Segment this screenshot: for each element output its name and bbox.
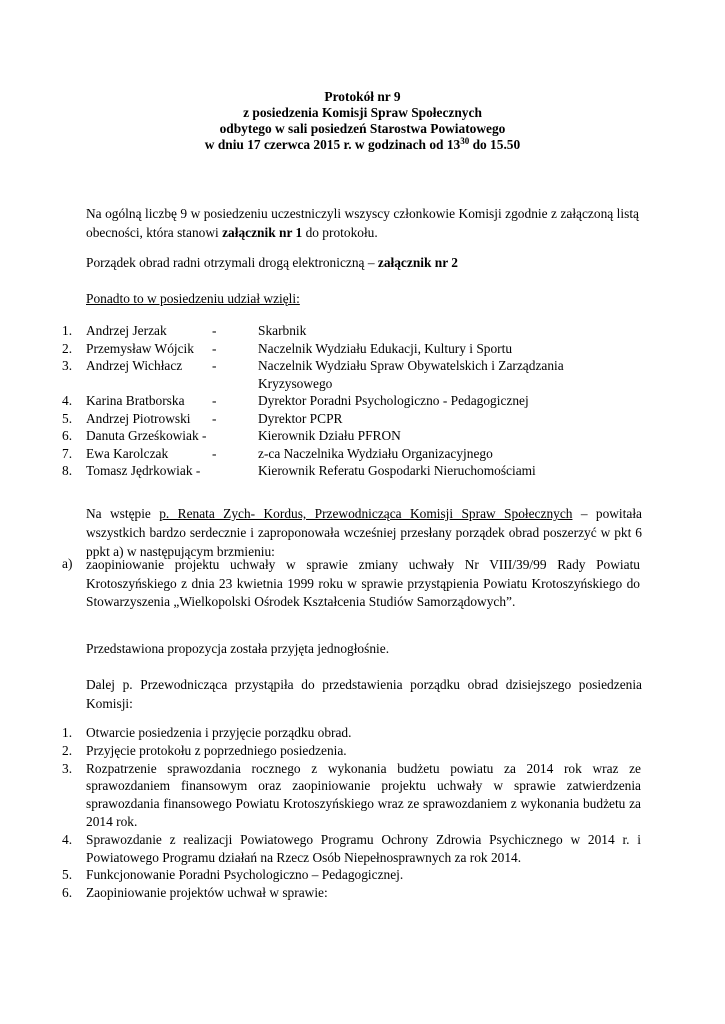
attendee-name: Karina Bratborska	[86, 393, 185, 408]
attendee-dash: -	[212, 393, 217, 408]
attendee-name: Andrzej Piotrowski	[86, 410, 191, 426]
attendance-end: do protokołu.	[302, 225, 378, 240]
agenda-intro: Dalej p. Przewodnicząca przystąpiła do przedstawienia porządku obrad dzisiejszego posiedzenia Komisji:	[86, 677, 642, 711]
attendee-name: Danuta Grześkowiak -	[86, 428, 207, 443]
title-time-superscript: 30	[460, 136, 470, 146]
attendee-name: Przemysław Wójcik	[86, 340, 194, 356]
agenda-delivery-text: Porządek obrad radni otrzymali drogą elektroniczną –	[86, 255, 378, 270]
agenda-number: 4.	[62, 831, 73, 847]
agenda-number: 2.	[62, 742, 73, 758]
agenda-text: Sprawozdanie z realizacji Powiatowego Programu Ochrony Zdrowia Psychicznego w 2014 r. i Powiatowego Programu działań na Rzecz Osób Niepełnosprawnych za rok 2014.	[86, 831, 641, 865]
attendee-row	[62, 322, 642, 340]
agenda-item	[62, 831, 641, 867]
agenda-text: Przyjęcie protokołu z poprzedniego posiedzenia.	[86, 742, 347, 758]
attendee-number: 1.	[62, 323, 73, 338]
title-line-2: z posiedzenia Komisji Spraw Społecznych	[243, 105, 482, 120]
attendee-name: Tomasz Jędrkowiak -	[86, 463, 201, 478]
agenda-list	[62, 724, 641, 902]
agenda-text: Funkcjonowanie Poradni Psychologiczno – Pedagogicznej.	[86, 867, 404, 883]
attendee-row	[62, 445, 642, 463]
title-line-1: Protokół nr 9	[324, 89, 401, 104]
agenda-item	[62, 760, 641, 831]
guests-heading: Ponadto to w posiedzeniu udział wzięli:	[86, 291, 300, 306]
attendee-role: z-ca Naczelnika Wydziału Organizacyjnego	[258, 445, 493, 461]
agenda-text: Zaopiniowanie projektów uchwał w sprawie:	[86, 885, 328, 901]
agenda-text: Otwarcie posiedzenia i przyjęcie porządku obrad.	[86, 725, 352, 740]
attendee-role: Naczelnik Wydziału Edukacji, Kultury i Sportu	[258, 340, 513, 356]
agenda-delivery-paragraph	[86, 253, 639, 272]
agenda-item	[62, 866, 641, 884]
attendee-number: 8.	[62, 463, 73, 478]
attendance-paragraph	[86, 204, 639, 242]
opening-text: Na wstępie	[86, 506, 160, 521]
attendee-row	[62, 392, 642, 410]
attendee-role: Kierownik Referatu Gospodarki Nieruchomościami	[258, 463, 536, 478]
attendee-dash: -	[212, 445, 217, 461]
agenda-addition-item	[62, 556, 640, 612]
attendee-role: Kierownik Działu PFRON	[258, 428, 401, 443]
agenda-number: 6.	[62, 885, 73, 901]
attachment-1-label: załącznik nr 1	[222, 225, 303, 240]
attendee-name: Andrzej Jerzak	[86, 323, 167, 338]
attendee-row	[62, 462, 642, 480]
attendee-row	[62, 357, 642, 392]
attendee-number: 5.	[62, 410, 73, 426]
agenda-item	[62, 724, 641, 742]
protocol-title	[0, 89, 725, 153]
attendee-row	[62, 410, 642, 428]
agenda-number: 3.	[62, 760, 73, 776]
addition-letter: a)	[62, 556, 73, 571]
attendee-dash: -	[212, 323, 217, 338]
attendee-name: Andrzej Wichłacz	[86, 358, 183, 373]
attendee-role: Naczelnik Wydziału Spraw Obywatelskich i Zarządzania Kryzysowego	[258, 358, 564, 391]
attendee-dash: -	[212, 410, 217, 426]
attendee-row	[62, 340, 642, 358]
addition-text: zaopiniowanie projektu uchwały w sprawie zmiany uchwały Nr VIII/39/99 Rady Powiatu Krotoszyńskiego z dnia 23 kwietnia 1999 roku w sprawie przystąpienia Powiatu Krotoszyńskiego do Stowarzyszenia „Wielkopolski Ośrodek Kształcenia Studiów Samorządowych”.	[86, 557, 640, 609]
attendee-role: Dyrektor PCPR	[258, 410, 343, 426]
title-time-end: do 15.50	[469, 137, 521, 152]
attendee-name: Ewa Karolczak	[86, 445, 169, 461]
attendee-list	[62, 322, 642, 480]
attendee-row	[62, 427, 642, 445]
opening-paragraph	[86, 504, 642, 561]
attachment-2-label: załącznik nr 2	[377, 255, 458, 270]
title-line-4	[0, 137, 725, 153]
attendance-text: Na ogólną liczbę 9 w posiedzeniu uczestniczyli wszyscy członkowie Komisji zgodnie z załączoną listą obecności, która stanowi	[86, 206, 639, 240]
agenda-item	[62, 742, 641, 760]
attendee-number: 4.	[62, 393, 73, 408]
attendee-dash: -	[212, 358, 217, 373]
attendee-role: Skarbnik	[258, 323, 307, 338]
opening-text-end: – powitała wszystkich bardzo serdecznie i zaproponowała wcześniej przesłany porządek obrad poszerzyć w pkt 6 ppkt a) w następującym brzmieniu:	[86, 506, 642, 559]
attendee-dash: -	[212, 340, 217, 356]
chairperson-name: p. Renata Zych- Kordus, Przewodnicząca Komisji Spraw Społecznych	[159, 506, 573, 521]
acceptance-note: Przedstawiona propozycja została przyjęta jednogłośnie.	[86, 641, 390, 656]
attendee-number: 7.	[62, 445, 73, 461]
agenda-item	[62, 884, 641, 902]
title-line-3: odbytego w sali posiedzeń Starostwa Powiatowego	[219, 121, 506, 136]
title-date-text: w dniu 17 czerwca 2015 r. w godzinach od 13	[204, 137, 461, 152]
attendee-number: 3.	[62, 358, 73, 373]
agenda-number: 1.	[62, 725, 73, 740]
agenda-number: 5.	[62, 867, 73, 883]
agenda-text: Rozpatrzenie sprawozdania rocznego z wykonania budżetu powiatu za 2014 rok wraz ze sprawozdaniem finansowym oraz zaopiniowanie projektu uchwały w sprawie zatwierdzenia sprawozdania finansowego Powiatu Krotoszyńskiego wraz ze sprawozdaniem z wykonania budżetu za 2014 rok.	[86, 760, 641, 829]
attendee-number: 2.	[62, 340, 73, 356]
attendee-role: Dyrektor Poradni Psychologiczno - Pedagogicznej	[258, 393, 529, 408]
attendee-number: 6.	[62, 428, 73, 443]
